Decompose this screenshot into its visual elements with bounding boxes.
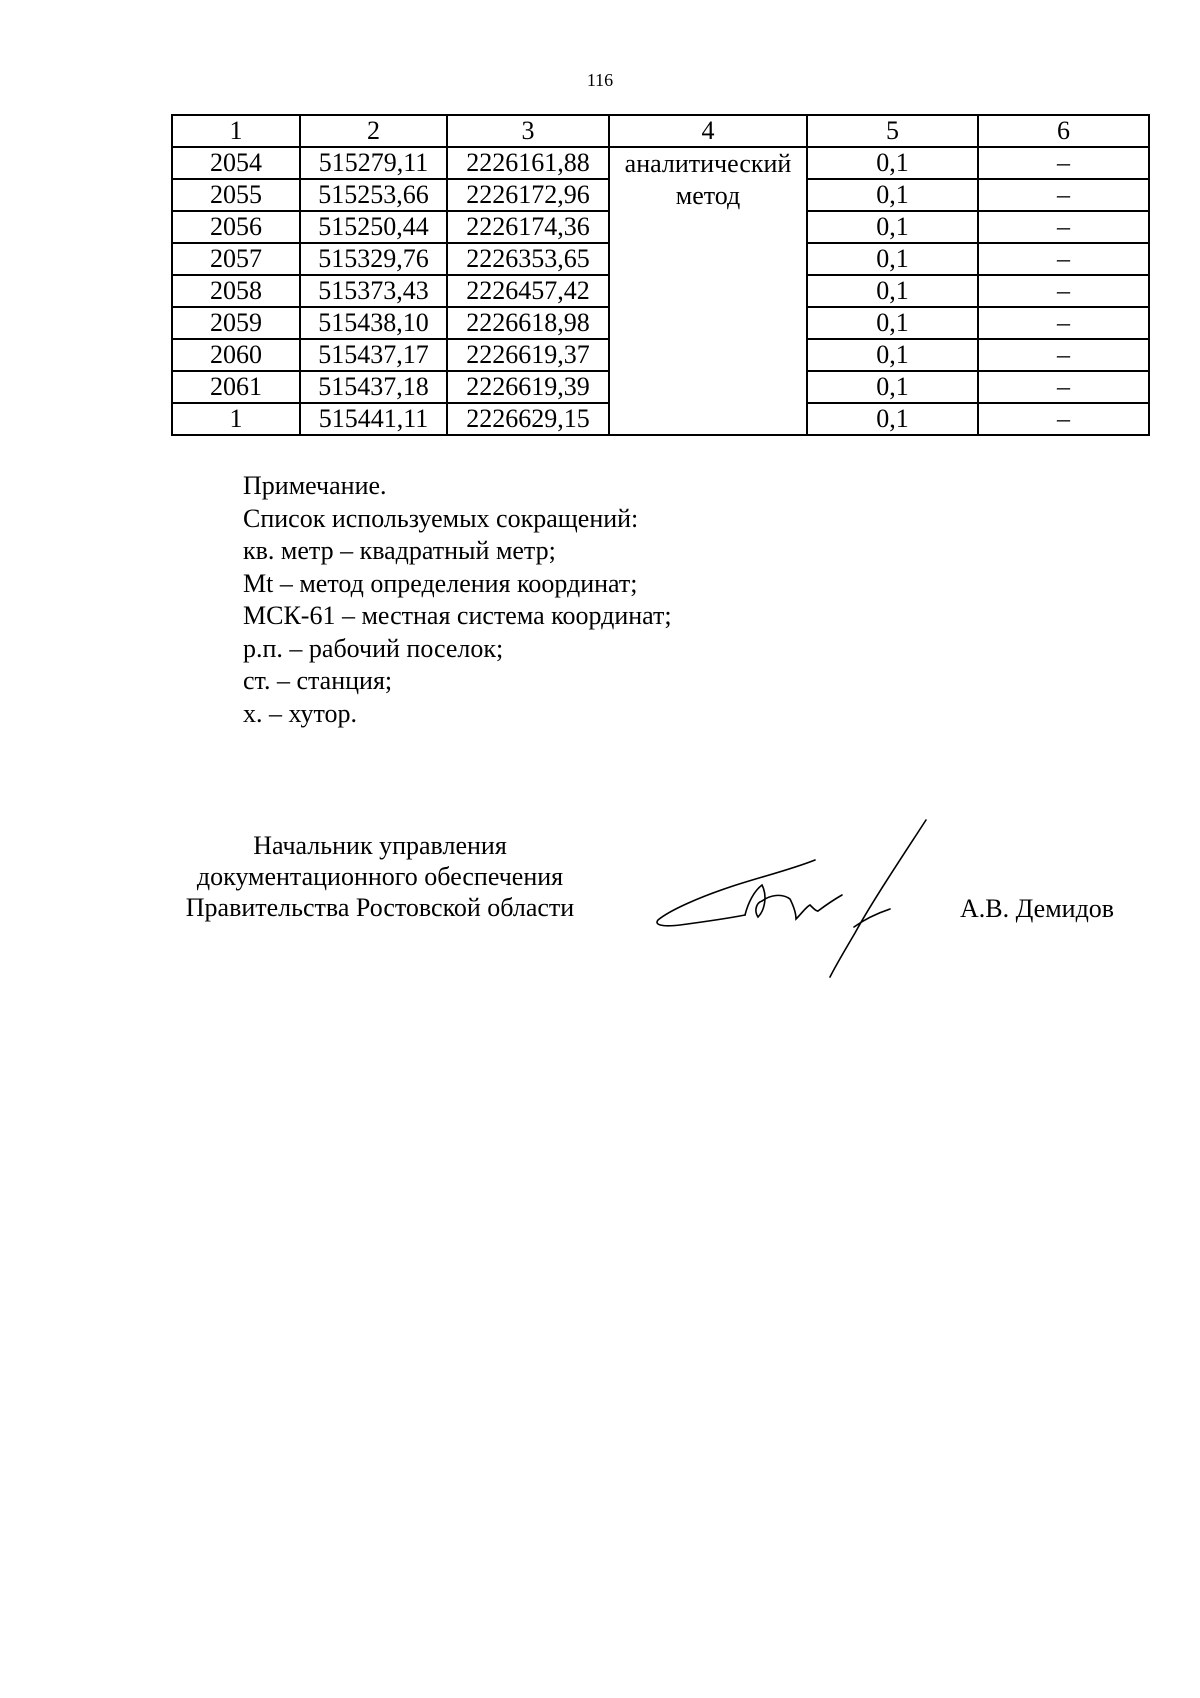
coord-x: 515250,44 (300, 211, 447, 243)
notes-line: Mt – метод определения координат; (243, 568, 638, 598)
dash-cell: – (978, 179, 1149, 211)
method-cell (609, 147, 807, 435)
signatory-title-line: Начальник управления (253, 831, 507, 860)
method-line: аналитический (624, 149, 792, 178)
notes-line: ст. – станция; (243, 666, 393, 695)
dash-cell: – (978, 339, 1149, 371)
header-cell: 1 (172, 115, 300, 147)
notes-heading: Примечание. (243, 471, 387, 500)
signatory-title (150, 830, 610, 923)
header-cell: 5 (807, 115, 978, 147)
header-cell: 6 (978, 115, 1149, 147)
dash-cell: – (978, 371, 1149, 403)
point-number: 2060 (172, 339, 300, 371)
accuracy: 0,1 (807, 371, 978, 403)
coordinates-table (171, 114, 1150, 436)
dash-cell: – (978, 403, 1149, 435)
dash-cell: – (978, 211, 1149, 243)
accuracy: 0,1 (807, 179, 978, 211)
table-header-row (172, 115, 1149, 147)
point-number: 2059 (172, 307, 300, 339)
point-number: 2058 (172, 275, 300, 307)
coord-y: 2226619,39 (447, 371, 609, 403)
notes-section (243, 470, 672, 730)
point-number: 2055 (172, 179, 300, 211)
coord-x: 515441,11 (300, 403, 447, 435)
coord-y: 2226618,98 (447, 307, 609, 339)
notes-line: х. – хутор. (243, 698, 358, 728)
accuracy: 0,1 (807, 275, 978, 307)
coord-x: 515437,17 (300, 339, 447, 371)
signatory-title-line: документационного обеспечения (196, 862, 564, 891)
accuracy: 0,1 (807, 147, 978, 179)
coord-x: 515438,10 (300, 307, 447, 339)
accuracy: 0,1 (807, 307, 978, 339)
table-row (172, 147, 1149, 179)
dash-cell: – (978, 275, 1149, 307)
point-number: 2061 (172, 371, 300, 403)
notes-line: кв. метр – квадратный метр; (243, 536, 556, 565)
point-number: 2057 (172, 243, 300, 275)
dash-cell: – (978, 243, 1149, 275)
signatory-name: А.В. Демидов (960, 894, 1115, 923)
dash-cell: – (978, 307, 1149, 339)
header-cell: 3 (447, 115, 609, 147)
accuracy: 0,1 (807, 403, 978, 435)
coord-y: 2226172,96 (447, 179, 609, 211)
coord-y: 2226161,88 (447, 147, 609, 179)
coord-y: 2226353,65 (447, 243, 609, 275)
page-number: 116 (586, 70, 614, 90)
method-line: метод (675, 181, 741, 210)
coord-x: 515253,66 (300, 179, 447, 211)
header-cell: 4 (609, 115, 807, 147)
point-number: 2056 (172, 211, 300, 243)
point-number: 2054 (172, 147, 300, 179)
notes-line: Список используемых сокращений: (243, 503, 639, 533)
coord-y: 2226619,37 (447, 339, 609, 371)
signatory-title-line: Правительства Ростовской области (185, 893, 575, 922)
coord-x: 515437,18 (300, 371, 447, 403)
dash-cell: – (978, 147, 1149, 179)
accuracy: 0,1 (807, 243, 978, 275)
coord-x: 515279,11 (300, 147, 447, 179)
point-number: 1 (172, 403, 300, 435)
coord-x: 515373,43 (300, 275, 447, 307)
handwritten-signature (650, 815, 940, 985)
notes-line: р.п. – рабочий поселок; (243, 633, 504, 663)
coord-y: 2226174,36 (447, 211, 609, 243)
coord-y: 2226457,42 (447, 275, 609, 307)
coord-x: 515329,76 (300, 243, 447, 275)
coord-y: 2226629,15 (447, 403, 609, 435)
accuracy: 0,1 (807, 339, 978, 371)
notes-line: МСК-61 – местная система координат; (243, 601, 672, 630)
accuracy: 0,1 (807, 211, 978, 243)
header-cell: 2 (300, 115, 447, 147)
